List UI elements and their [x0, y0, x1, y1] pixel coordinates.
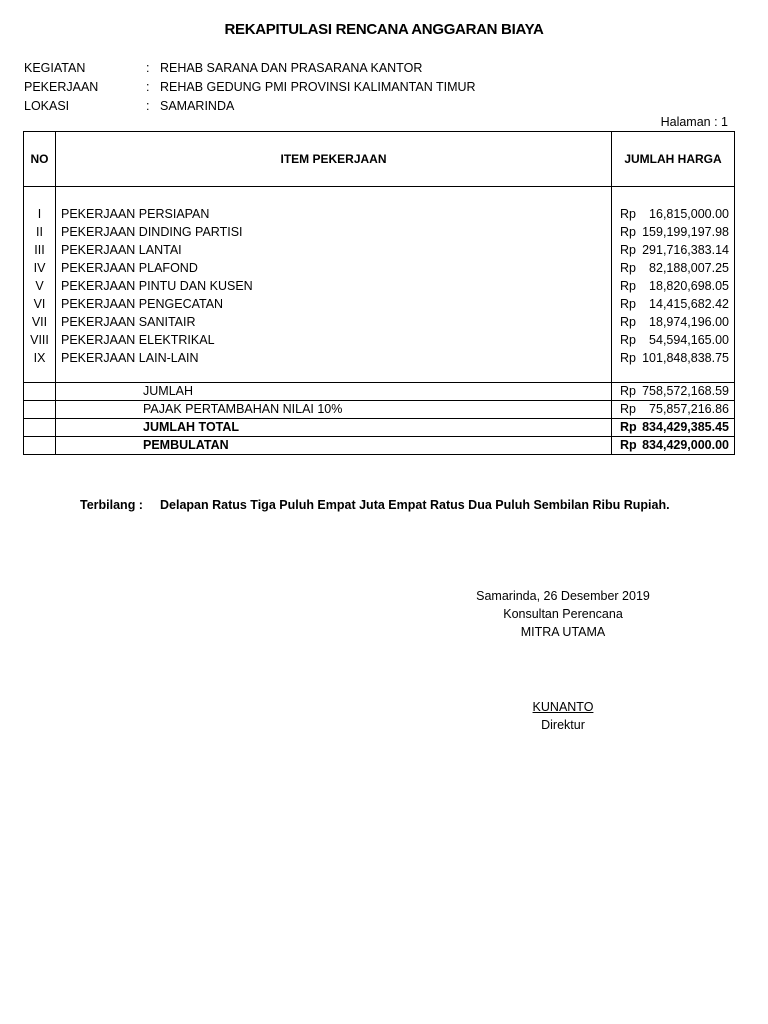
row-name: PEKERJAAN PINTU DAN KUSEN — [56, 277, 612, 295]
info-label: KEGIATAN — [24, 61, 86, 75]
pembulatan-row — [24, 437, 735, 455]
info-value: REHAB SARANA DAN PRASARANA KANTOR — [160, 61, 423, 75]
ppn-amount — [612, 401, 735, 419]
row-no: II — [24, 223, 56, 241]
info-row-kegiatan — [24, 59, 476, 78]
row-amount — [612, 295, 735, 313]
info-row-pekerjaan — [24, 78, 476, 97]
row-name: PEKERJAAN LAIN-LAIN — [56, 349, 612, 367]
budget-table — [23, 131, 735, 455]
currency: Rp — [620, 384, 636, 398]
info-label: PEKERJAAN — [24, 80, 99, 94]
project-info — [24, 59, 476, 116]
signer-block — [458, 698, 668, 734]
row-name: PEKERJAAN SANITAIR — [56, 313, 612, 331]
amount: 834,429,385.45 — [642, 420, 729, 434]
row-no: I — [24, 205, 56, 223]
amount: 54,594,165.00 — [649, 333, 729, 347]
amount: 14,415,682.42 — [649, 297, 729, 311]
currency: Rp — [620, 225, 636, 239]
info-row-lokasi — [24, 97, 476, 116]
currency: Rp — [620, 207, 636, 221]
jumlah-label: JUMLAH — [56, 383, 612, 401]
currency: Rp — [620, 351, 636, 365]
amount: 101,848,838.75 — [642, 351, 729, 365]
table-row — [24, 259, 735, 277]
table-header — [24, 132, 735, 187]
total-amount — [612, 419, 735, 437]
total-row — [24, 419, 735, 437]
signature-block — [458, 587, 668, 641]
row-amount — [612, 259, 735, 277]
row-no: IX — [24, 349, 56, 367]
amount: 16,815,000.00 — [649, 207, 729, 221]
place-date: Samarinda, 26 Desember 2019 — [476, 589, 650, 603]
row-name: PEKERJAAN PENGECATAN — [56, 295, 612, 313]
table-row — [24, 277, 735, 295]
row-no: III — [24, 241, 56, 259]
signer-name: KUNANTO — [532, 700, 594, 714]
signer-role: Konsultan Perencana — [503, 607, 623, 621]
signer-position: Direktur — [541, 718, 585, 732]
terbilang-label: Terbilang : — [80, 498, 143, 512]
header-no: NO — [24, 132, 56, 187]
jumlah-amount — [612, 383, 735, 401]
currency: Rp — [620, 261, 636, 275]
row-amount — [612, 313, 735, 331]
currency: Rp — [620, 279, 636, 293]
amount: 159,199,197.98 — [642, 225, 729, 239]
header-harga: JUMLAH HARGA — [612, 132, 735, 187]
row-no: VII — [24, 313, 56, 331]
info-separator: : — [146, 80, 150, 94]
pembulatan-label: PEMBULATAN — [56, 437, 612, 455]
row-name: PEKERJAAN PLAFOND — [56, 259, 612, 277]
table-row — [24, 223, 735, 241]
row-name: PEKERJAAN DINDING PARTISI — [56, 223, 612, 241]
currency: Rp — [620, 243, 636, 257]
total-label: JUMLAH TOTAL — [56, 419, 612, 437]
row-amount — [612, 223, 735, 241]
currency: Rp — [620, 402, 636, 416]
currency: Rp — [620, 315, 636, 329]
info-label: LOKASI — [24, 99, 70, 113]
amount: 18,820,698.05 — [649, 279, 729, 293]
row-name: PEKERJAAN ELEKTRIKAL — [56, 331, 612, 349]
table-row — [24, 241, 735, 259]
table-row — [24, 205, 735, 223]
page-number: Halaman : 1 — [660, 115, 728, 129]
signer-company: MITRA UTAMA — [520, 625, 606, 639]
row-no: VIII — [24, 331, 56, 349]
ppn-label: PAJAK PERTAMBAHAN NILAI 10% — [56, 401, 612, 419]
row-no: VI — [24, 295, 56, 313]
row-name: PEKERJAAN LANTAI — [56, 241, 612, 259]
row-amount — [612, 241, 735, 259]
currency: Rp — [620, 438, 637, 452]
amount: 75,857,216.86 — [649, 402, 729, 416]
info-separator: : — [146, 99, 150, 113]
row-name: PEKERJAAN PERSIAPAN — [56, 205, 612, 223]
amount: 758,572,168.59 — [642, 384, 729, 398]
table-row — [24, 331, 735, 349]
ppn-row — [24, 401, 735, 419]
table-row — [24, 295, 735, 313]
row-amount — [612, 331, 735, 349]
row-no: V — [24, 277, 56, 295]
info-value: SAMARINDA — [160, 99, 235, 113]
row-no: IV — [24, 259, 56, 277]
table-row — [24, 349, 735, 367]
header-item: ITEM PEKERJAAN — [56, 132, 612, 187]
table-row — [24, 313, 735, 331]
row-amount — [612, 349, 735, 367]
amount: 291,716,383.14 — [642, 243, 729, 257]
row-amount — [612, 277, 735, 295]
amount: 834,429,000.00 — [642, 438, 729, 452]
jumlah-row — [24, 383, 735, 401]
pembulatan-amount — [612, 437, 735, 455]
document-title: REKAPITULASI RENCANA ANGGARAN BIAYA — [224, 21, 544, 38]
currency: Rp — [620, 420, 637, 434]
info-value: REHAB GEDUNG PMI PROVINSI KALIMANTAN TIMUR — [160, 80, 476, 94]
amount: 18,974,196.00 — [649, 315, 729, 329]
amount: 82,188,007.25 — [649, 261, 729, 275]
info-separator: : — [146, 61, 150, 75]
currency: Rp — [620, 297, 636, 311]
terbilang-text: Delapan Ratus Tiga Puluh Empat Juta Empat Ratus Dua Puluh Sembilan Ribu Rupiah. — [160, 498, 670, 512]
currency: Rp — [620, 333, 636, 347]
row-amount — [612, 205, 735, 223]
